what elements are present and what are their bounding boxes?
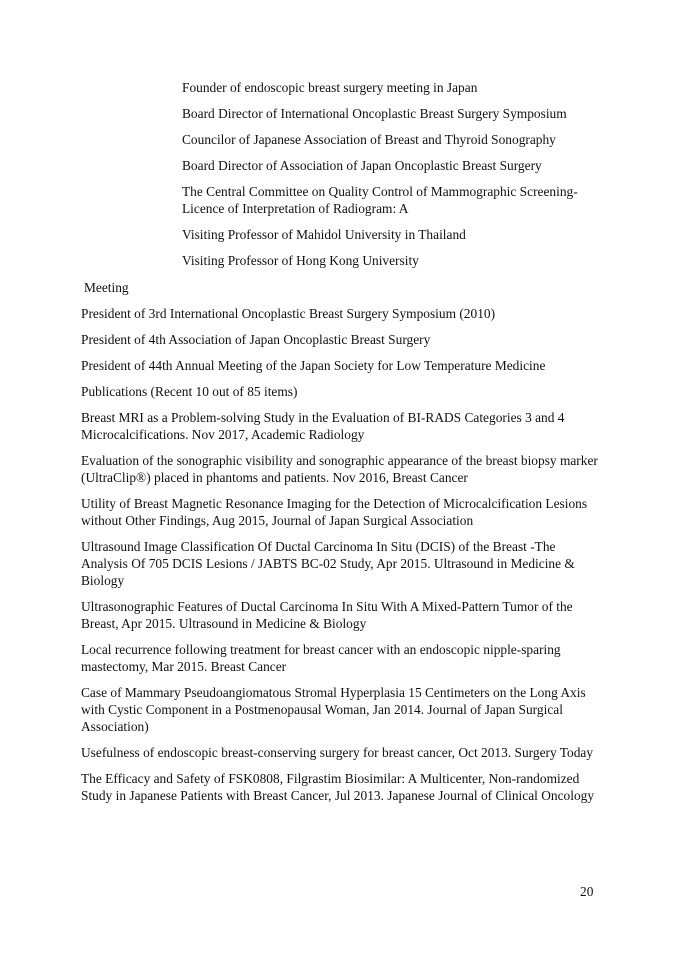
publication-item: Ultrasonographic Features of Ductal Carcinoma In Situ With A Mixed-Pattern Tumor of the Breast, Apr 2015. Ultrasound in Medicine & Biology: [81, 599, 573, 631]
publication-item: Breast MRI as a Problem-solving Study in the Evaluation of BI-RADS Categories 3 and 4 Microcalcifications. Nov 2017, Academic Radiology: [81, 410, 565, 442]
meeting-heading: Meeting: [84, 280, 129, 295]
publication-item: Evaluation of the sonographic visibility and sonographic appearance of the breast biopsy marker (UltraClip®) placed in phantoms and patients. Nov 2016, Breast Cancer: [81, 453, 598, 485]
publication-item: The Efficacy and Safety of FSK0808, Filgrastim Biosimilar: A Multicenter, Non-randomized Study in Japanese Patients with Breast Cancer, Jul 2013. Japanese Journal of Clinical Oncology: [81, 771, 595, 803]
meeting-item: President of 3rd International Oncoplastic Breast Surgery Symposium (2010): [81, 306, 496, 321]
role-item: Visiting Professor of Mahidol University in Thailand: [182, 227, 466, 242]
role-item: Visiting Professor of Hong Kong University: [182, 253, 419, 268]
publication-item: Usefulness of endoscopic breast-conserving surgery for breast cancer, Oct 2013. Surgery Today: [81, 745, 594, 760]
role-item: Board Director of International Oncoplastic Breast Surgery Symposium: [182, 106, 567, 121]
role-item: Councilor of Japanese Association of Breast and Thyroid Sonography: [182, 132, 556, 147]
role-item: The Central Committee on Quality Control of Mammographic Screening-Licence of Interpretation of Radiogram: A: [182, 184, 578, 216]
role-item: Board Director of Association of Japan Oncoplastic Breast Surgery: [182, 158, 542, 173]
meeting-item: President of 44th Annual Meeting of the Japan Society for Low Temperature Medicine: [81, 358, 546, 373]
roles-list: [182, 79, 602, 278]
publications-heading: Publications (Recent 10 out of 85 items): [81, 384, 298, 399]
publication-item: Local recurrence following treatment for breast cancer with an endoscopic nipple-sparing mastectomy, Mar 2015. Breast Cancer: [81, 642, 561, 674]
role-item: Founder of endoscopic breast surgery meeting in Japan: [182, 80, 478, 95]
meeting-item: President of 4th Association of Japan Oncoplastic Breast Surgery: [81, 332, 431, 347]
page-number: 20: [580, 884, 594, 899]
publication-item: Case of Mammary Pseudoangiomatous Stromal Hyperplasia 15 Centimeters on the Long Axis with Cystic Component in a Postmenopausal Woman, Jan 2014. Journal of Japan Surgical Association): [81, 685, 586, 734]
main-content: [81, 279, 601, 813]
publication-item: Ultrasound Image Classification Of Ductal Carcinoma In Situ (DCIS) of the Breast -The Analysis Of 705 DCIS Lesions / JABTS BC-02 Study, Apr 2015. Ultrasound in Medicine & Biology: [81, 539, 575, 588]
publication-item: Utility of Breast Magnetic Resonance Imaging for the Detection of Microcalcification Lesions without Other Findings, Aug 2015, Journal of Japan Surgical Association: [81, 496, 588, 528]
